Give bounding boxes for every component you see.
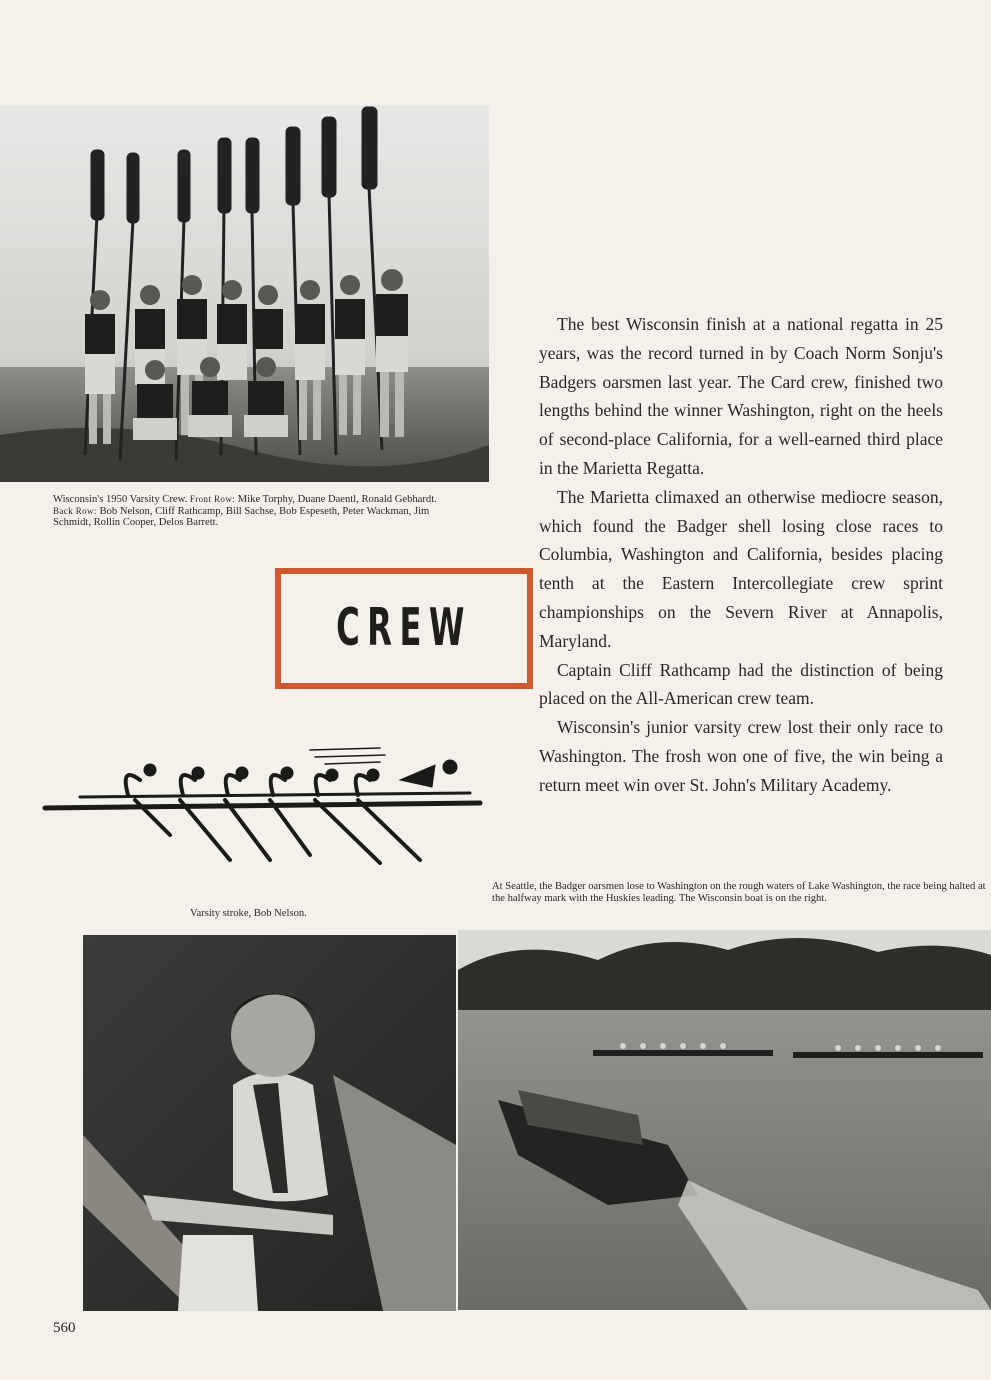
- stroke-photo-art: [83, 935, 456, 1311]
- team-photo: [0, 105, 489, 482]
- stroke-photo: [83, 935, 456, 1311]
- article-body: [539, 310, 943, 800]
- team-photo-art: [0, 105, 489, 482]
- article-paragraph-3: Captain Cliff Rathcamp had the distinction of being placed on the All-American crew team.: [539, 659, 943, 709]
- article-paragraph-2: The Marietta climaxed an otherwise mediocre season, which found the Badger shell losing close races to Columbia, Washington and California, besides placing tenth at the Eastern Intercollegiate crew sprint championships on the Severn River at Annapolis, Maryland.: [539, 486, 943, 651]
- back-row-label: Back Row:: [53, 505, 97, 516]
- front-row-names: Mike Torphy, Duane Daentl, Ronald Gebhardt.: [237, 494, 437, 505]
- rowing-illustration: [40, 735, 485, 865]
- article-paragraph-1: The best Wisconsin finish at a national regatta in 25 years, was the record turned in by Coach Norm Sonju's Badgers oarsmen last year. The Card crew, finished two lengths behind the winner Washington, right on the heels of second-place California, for a well-earned third place in the Marietta Regatta.: [539, 314, 943, 478]
- team-photo-caption: [53, 494, 453, 529]
- article-paragraph-4: Wisconsin's junior varsity crew lost their only race to Washington. The frosh won one of five, the win being a return meet win over St. John's Military Academy.: [539, 717, 943, 795]
- team-caption-lead: Wisconsin's 1950 Varsity Crew.: [53, 494, 188, 505]
- stroke-photo-caption: Varsity stroke, Bob Nelson.: [190, 908, 307, 919]
- race-photo-caption: At Seattle, the Badger oarsmen lose to Washington on the rough waters of Lake Washington, the race being halted at the halfway mark with the Huskies leading. The Wisconsin boat is on the right.: [492, 881, 986, 904]
- race-photo-art: [458, 930, 991, 1310]
- page-title: CREW: [336, 598, 472, 658]
- back-row-names: Bob Nelson, Cliff Rathcamp, Bill Sachse, Bob Espeseth, Peter Wackman, Jim Schmidt, Rollin Cooper, Delos Barrett.: [53, 505, 430, 528]
- race-photo: [458, 930, 991, 1310]
- front-row-label: Front Row:: [189, 494, 236, 504]
- page-number: 560: [53, 1320, 76, 1336]
